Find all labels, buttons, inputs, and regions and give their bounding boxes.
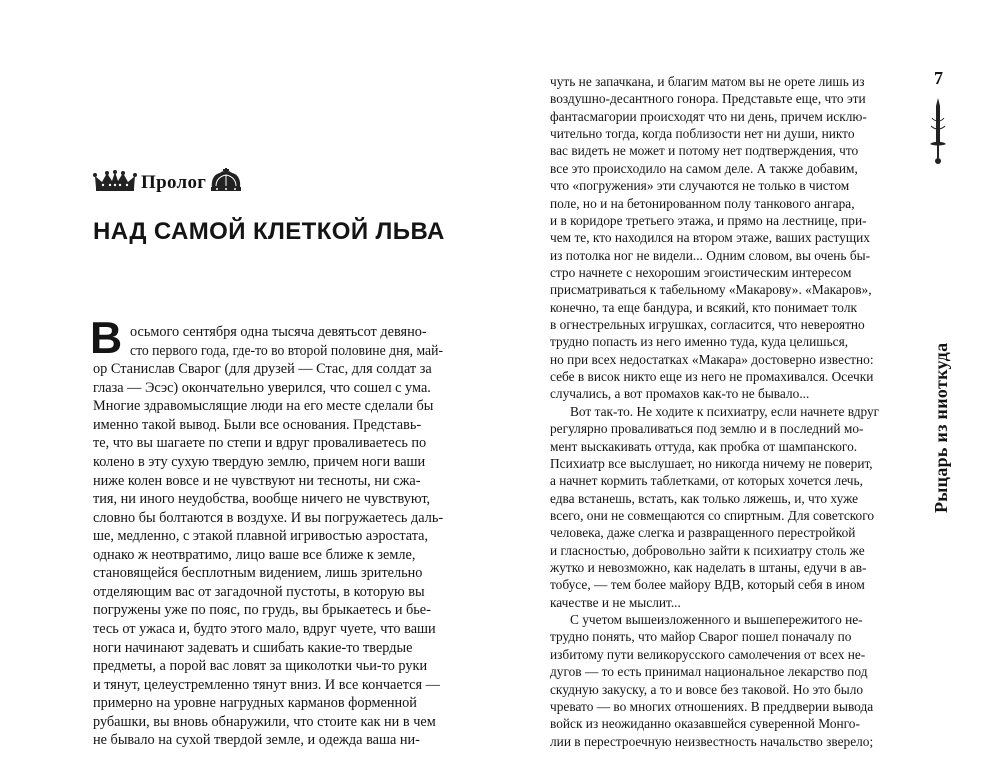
text-line: мент выскакивать оттуда, как пробка от шампанского. (550, 438, 858, 454)
text-line: чуть не запачкана, и благим матом вы не орете лишь из (550, 74, 865, 89)
text-line: дугов — то есть принимал национальное лекарство под (550, 664, 868, 680)
text-line: ноги начинают задевать и сшибать какие-то твердые (93, 639, 413, 656)
text-line: трудно понять, что майор Сварог пошел поначалу по (550, 629, 852, 645)
text-line: жутко и невозможно, как наделать в штаны, едучи в ав- (550, 560, 867, 576)
text-line: сто первого года, где-то во второй половине дня, май- (130, 342, 443, 359)
text-line: ниже колен вовсе и не чувствуют ни тесноты, ни сжа- (93, 472, 421, 489)
text-line: колено в эту сухую твердую землю, причем ноги ваши (93, 453, 426, 470)
right-page (500, 0, 1000, 758)
crown-ornament-icon (93, 170, 137, 192)
text-line: и в коридоре третьего этажа, и прямо на лестнице, при- (550, 212, 867, 228)
text-line: ше, медленно, с этакой плавной игривостью аэростата, (93, 528, 429, 545)
text-line: присматриваться к табельному «Макарову». «Макаров», (550, 282, 872, 298)
text-line: воздушно-десантного гонора. Представьте еще, что эти (550, 91, 866, 107)
prolog-label: Пролог (141, 172, 207, 193)
text-line: а начнет кормить таблетками, от которых хочется лечь, (550, 473, 863, 489)
text-line: но при всех недостатках «Макара» достоверно известно: (550, 351, 874, 367)
text-line: чительно тогда, когда поблизости нет ни души, никто (550, 126, 855, 142)
text-line: всего, они не совмещаются со спиртным. Для советского (550, 507, 875, 523)
text-line: словно бы болтаются в воздухе. И вы погружаетесь даль- (93, 509, 444, 526)
text-line: себе в висок никто еще из него не промахивался. Осечки (550, 369, 874, 385)
text-line: Психиатр все выслушает, но никогда ничему не поверит, (550, 455, 873, 471)
text-line: погружены уже по пояс, по грудь, вы брыкаетесь и бье- (93, 602, 431, 619)
text-line: поле, но и на бетонированном полу танкового ангара, (550, 195, 855, 211)
text-line: ор Станислав Сварог (для друзей — Стас, для солдат за (93, 361, 432, 378)
text-line: не бывало на сухой твердой земле, и одежда ваша ни- (93, 732, 420, 749)
text-line: что «погружения» эти случаются не только в чистом (550, 178, 850, 194)
text-line: стро начнете с нехорошим эгоистическим интересом (550, 264, 852, 280)
text-line: тобусе, — тем более майору ВДВ, который себя в ином (550, 577, 865, 593)
text-line: войск из неожиданно оказавшейся суверенной Монго- (550, 716, 860, 732)
text-line: рубашки, вы вновь обнаружили, что стоите как ни в чем (93, 713, 436, 730)
text-line: чревато — во многих отношениях. В преддверии вывода (550, 698, 874, 714)
text-line: Многие здравомыслящие люди на его месте сделали бы (93, 398, 434, 415)
text-line: в огнестрельных игрушках, согласится, что невероятно (550, 317, 865, 333)
text-line: лии в перестроечную неизвестность начальство зверело; (550, 733, 874, 749)
text-line: едва встанешь, встать, как только ляжешь, и, что хуже (550, 490, 859, 506)
sword-ornament-icon (929, 98, 947, 173)
page-number: 7 (934, 68, 943, 88)
text-line: избитому пути великорусского самолечения от всех не- (550, 646, 866, 662)
text-line: осьмого сентября одна тысяча девятьсот девяно- (130, 324, 427, 340)
text-line: глаза — Эсэс) окончательно уверился, что сошел с ума. (93, 379, 431, 396)
royal-crown-icon (208, 168, 244, 192)
text-line: случались, а вот промахов как-то не бывало... (550, 386, 810, 402)
text-line: скудную закуску, а то и вовсе без таковой. Но это было (550, 681, 864, 697)
text-line: те, что вы шагаете по степи и вдруг проваливаетесь по (93, 435, 427, 452)
text-line: фантасмагории происходят что ни день, причем исклю- (550, 108, 867, 124)
text-line: трудно попасть из него именно туда, куда целишься, (550, 334, 849, 350)
text-line: примерно на уровне нагрудных карманов форменной (93, 695, 417, 712)
text-line: Вот так-то. Не ходите к психиатру, если начнете вдруг (570, 403, 880, 419)
text-line: человека, даже слегка и развращенного перестройкой (550, 525, 856, 541)
text-line: именно такой вывод. Были все основания. Представь- (93, 416, 422, 433)
text-line: и гласностью, добровольно зайти к психиатру столь же (550, 542, 865, 558)
text-line: отделяющим вас от загадочной пустоты, в которую вы (93, 583, 425, 600)
text-line: вас видеть не может и потому нет подтверждения, что (550, 143, 859, 159)
text-line: регулярно проваливаться под землю и в последний мо- (550, 421, 864, 437)
text-line: все это происходило на самом деле. А также добавим, (550, 160, 858, 176)
chapter-title: НАД САМОЙ КЛЕТКОЙ ЛЬВА (93, 218, 445, 245)
running-header (926, 183, 956, 513)
text-line: однако ж неотвратимо, лицо ваше все ближе к земле, (93, 546, 416, 563)
text-line: предметы, а порой вас ловят за щиколотки чьи-то руки (93, 658, 428, 675)
text-line: и тянут, целеустремленно тянут вниз. И все кончается — (93, 676, 440, 693)
text-line: тия, ни иного неудобства, вообще ничего не чувствуют, (93, 491, 431, 508)
text-line: конечно, та еще бандура, и всякий, кто понимает толк (550, 299, 857, 315)
drop-cap: В (90, 314, 123, 363)
text-line: тесь от ужаса и, будто этого мало, вдруг чуете, что ваши (93, 621, 436, 638)
text-line: С учетом вышеизложенного и вышепережитого не- (570, 612, 863, 628)
text-line: чем те, кто находился на втором этаже, ваших растущих (550, 230, 870, 246)
text-line: из потолка ног не видели... Одним словом, вы очень бы- (550, 247, 871, 263)
text-line: становящейся бесплотным видением, лишь зрительно (93, 565, 423, 582)
running-header-text: Рыцарь из ниоткуда (931, 342, 951, 513)
text-line: качестве и не мыслит... (550, 594, 681, 610)
